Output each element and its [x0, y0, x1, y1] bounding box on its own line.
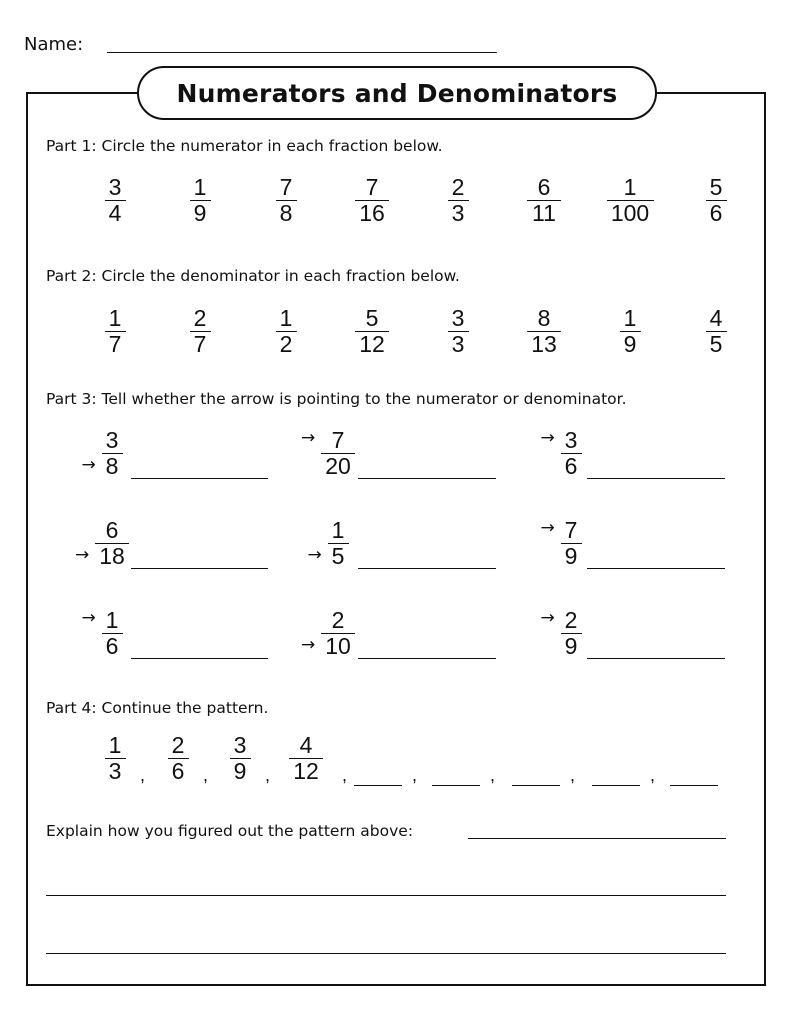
fraction[interactable]: [600, 306, 660, 357]
numerator[interactable]: 4: [709, 305, 723, 331]
denominator[interactable]: 8: [105, 453, 119, 479]
fraction[interactable]: [85, 306, 145, 357]
arrow-icon: →: [81, 608, 96, 628]
explain-line-2[interactable]: [46, 895, 726, 896]
denominator[interactable]: 12: [359, 331, 385, 357]
numerator[interactable]: 7: [279, 174, 293, 200]
denominator[interactable]: 5: [709, 331, 723, 357]
fraction[interactable]: [148, 733, 208, 784]
fraction[interactable]: [85, 175, 145, 226]
fraction[interactable]: [514, 175, 574, 226]
numerator[interactable]: 1: [105, 607, 119, 633]
worksheet-title: [137, 66, 657, 120]
numerator[interactable]: 8: [537, 305, 551, 331]
comma: ,: [265, 765, 271, 785]
denominator[interactable]: 6: [564, 453, 578, 479]
numerator[interactable]: 1: [108, 732, 122, 758]
denominator[interactable]: 8: [279, 200, 293, 226]
fraction[interactable]: [342, 175, 402, 226]
numerator[interactable]: 2: [451, 174, 465, 200]
comma: ,: [203, 765, 209, 785]
denominator[interactable]: 100: [610, 200, 650, 226]
denominator[interactable]: 9: [564, 633, 578, 659]
denominator[interactable]: 6: [105, 633, 119, 659]
numerator[interactable]: 7: [564, 517, 578, 543]
numerator[interactable]: 3: [564, 427, 578, 453]
explain-line-1[interactable]: [468, 838, 726, 839]
part1-instruction: Part 1: Circle the numerator in each fraction below.: [46, 137, 443, 155]
denominator[interactable]: 7: [108, 331, 122, 357]
answer-line[interactable]: [358, 568, 496, 569]
answer-line[interactable]: [131, 478, 268, 479]
denominator[interactable]: 9: [564, 543, 578, 569]
denominator[interactable]: 9: [233, 758, 247, 784]
fraction[interactable]: [170, 175, 230, 226]
fraction[interactable]: [686, 306, 746, 357]
answer-line[interactable]: [587, 568, 725, 569]
fraction[interactable]: [256, 175, 316, 226]
denominator[interactable]: 6: [171, 758, 185, 784]
denominator[interactable]: 6: [709, 200, 723, 226]
arrow-icon: →: [75, 545, 90, 565]
numerator[interactable]: 6: [105, 517, 119, 543]
arrow-icon: →: [81, 455, 96, 475]
fraction[interactable]: [514, 306, 574, 357]
numerator[interactable]: 3: [233, 732, 247, 758]
fraction[interactable]: [600, 175, 660, 226]
numerator[interactable]: 1: [623, 174, 637, 200]
comma: ,: [650, 765, 656, 785]
fraction[interactable]: [308, 428, 368, 479]
arrow-icon: →: [540, 428, 555, 448]
explain-prompt: Explain how you figured out the pattern above:: [46, 822, 414, 840]
numerator[interactable]: 3: [105, 427, 119, 453]
denominator[interactable]: 16: [359, 200, 385, 226]
numerator[interactable]: 2: [331, 607, 345, 633]
denominator[interactable]: 2: [279, 331, 293, 357]
denominator[interactable]: 3: [451, 200, 465, 226]
fraction[interactable]: [308, 608, 368, 659]
numerator[interactable]: 2: [171, 732, 185, 758]
fraction[interactable]: [256, 306, 316, 357]
numerator[interactable]: 3: [451, 305, 465, 331]
fraction[interactable]: [428, 306, 488, 357]
denominator[interactable]: 13: [531, 331, 557, 357]
denominator[interactable]: 7: [193, 331, 207, 357]
denominator[interactable]: 18: [99, 543, 125, 569]
pattern-blank[interactable]: [512, 785, 560, 786]
part2-instruction: Part 2: Circle the denominator in each fraction below.: [46, 267, 460, 285]
numerator[interactable]: 1: [108, 305, 122, 331]
denominator[interactable]: 11: [532, 200, 556, 226]
answer-line[interactable]: [587, 658, 725, 659]
pattern-blank[interactable]: [354, 785, 402, 786]
arrow-icon: →: [301, 635, 316, 655]
pattern-blank[interactable]: [592, 785, 640, 786]
title-text: Numerators and Denominators: [176, 78, 618, 108]
numerator[interactable]: 7: [331, 427, 345, 453]
part3-instruction: Part 3: Tell whether the arrow is pointing to the numerator or denominator.: [46, 390, 627, 408]
fraction[interactable]: [210, 733, 270, 784]
answer-line[interactable]: [358, 658, 496, 659]
numerator[interactable]: 1: [193, 174, 207, 200]
answer-line[interactable]: [131, 658, 268, 659]
answer-line[interactable]: [358, 478, 496, 479]
name-label: Name:: [24, 34, 84, 55]
denominator[interactable]: 5: [331, 543, 345, 569]
numerator[interactable]: 1: [623, 305, 637, 331]
numerator[interactable]: 1: [331, 517, 345, 543]
fraction[interactable]: [428, 175, 488, 226]
fraction[interactable]: [342, 306, 402, 357]
arrow-icon: →: [540, 518, 555, 538]
answer-line[interactable]: [131, 568, 268, 569]
denominator[interactable]: 9: [193, 200, 207, 226]
numerator[interactable]: 2: [193, 305, 207, 331]
arrow-icon: →: [307, 545, 322, 565]
numerator[interactable]: 1: [279, 305, 293, 331]
pattern-blank[interactable]: [432, 785, 480, 786]
pattern-blank[interactable]: [670, 785, 718, 786]
denominator[interactable]: 20: [325, 453, 351, 479]
denominator[interactable]: 10: [325, 633, 351, 659]
numerator[interactable]: 3: [108, 174, 122, 200]
comma: ,: [412, 765, 418, 785]
numerator[interactable]: 7: [365, 174, 379, 200]
arrow-icon: →: [540, 608, 555, 628]
denominator[interactable]: 3: [108, 758, 122, 784]
numerator[interactable]: 5: [365, 305, 379, 331]
denominator[interactable]: 12: [293, 758, 319, 784]
name-input-line[interactable]: [107, 52, 497, 53]
numerator[interactable]: 4: [299, 732, 313, 758]
fraction[interactable]: [170, 306, 230, 357]
numerator[interactable]: 2: [564, 607, 578, 633]
numerator[interactable]: 5: [709, 174, 723, 200]
fraction[interactable]: [82, 518, 142, 569]
denominator[interactable]: 9: [623, 331, 637, 357]
fraction[interactable]: [85, 733, 145, 784]
denominator[interactable]: 3: [451, 331, 465, 357]
fraction[interactable]: [276, 733, 336, 784]
part4-instruction: Part 4: Continue the pattern.: [46, 699, 269, 717]
answer-line[interactable]: [587, 478, 725, 479]
arrow-icon: →: [301, 428, 316, 448]
comma: ,: [570, 765, 576, 785]
denominator[interactable]: 4: [108, 200, 122, 226]
comma: ,: [342, 765, 348, 785]
comma: ,: [140, 765, 146, 785]
fraction[interactable]: [686, 175, 746, 226]
comma: ,: [490, 765, 496, 785]
numerator[interactable]: 6: [537, 174, 551, 200]
explain-line-3[interactable]: [46, 953, 726, 954]
